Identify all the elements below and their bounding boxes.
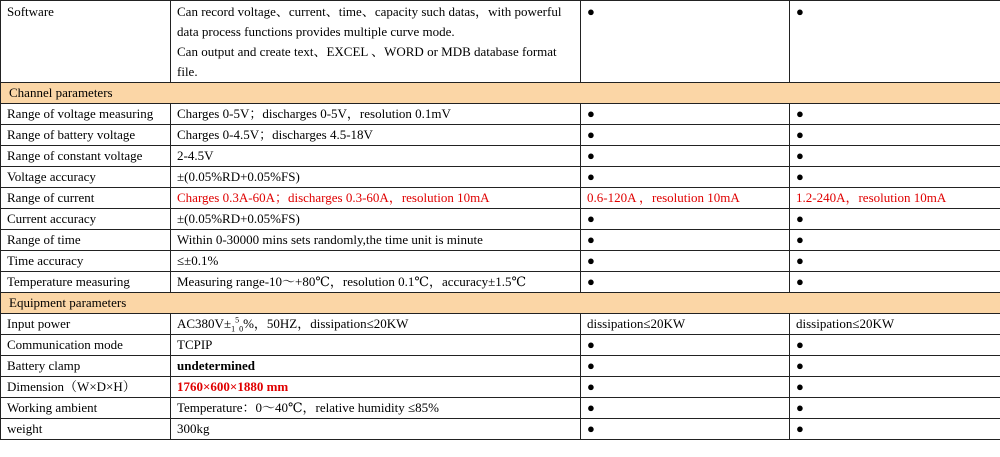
software-desc-line1: Can record voltage、current、time、capacity such datas，with powerful data process functions provides multiple curve mode. [177,4,562,39]
row-col4: 1.2-240A，resolution 10mA [790,188,1000,209]
table-row [1,335,1000,356]
row-label: Current accuracy [1,209,171,230]
row-col3: ● [581,272,790,293]
table-row [1,104,1000,125]
input-power-suffix: %，50HZ，dissipation≤20KW [243,316,409,331]
table-row [1,419,1000,440]
row-value: 300kg [171,419,581,440]
row-col4: ● [790,377,1000,398]
row-value: Measuring range-10～+80℃，resolution 0.1℃，accuracy±1.5℃ [171,272,581,293]
table-row-input-power [1,314,1000,335]
row-value: Charges 0-4.5V；discharges 4.5-18V [171,125,581,146]
table-row [1,167,1000,188]
row-value: undetermined [171,356,581,377]
row-value [171,314,581,335]
row-col4: ● [790,230,1000,251]
row-value: 2-4.5V [171,146,581,167]
row-col3: ● [581,104,790,125]
table-row [1,398,1000,419]
table-row [1,251,1000,272]
input-power-sup: 5 [235,315,240,325]
row-col3: ● [581,125,790,146]
row-label: Range of constant voltage [1,146,171,167]
row-col4: dissipation≤20KW [790,314,1000,335]
row-col4: ● [790,419,1000,440]
row-label: Working ambient [1,398,171,419]
row-label: Range of time [1,230,171,251]
row-label: weight [1,419,171,440]
software-col4: ● [790,1,1000,83]
row-label: Temperature measuring [1,272,171,293]
row-col3: ● [581,335,790,356]
row-label: Dimension（W×D×H） [1,377,171,398]
section-row-channel [1,83,1000,104]
table-row [1,146,1000,167]
input-power-sub2: 0 [239,324,244,334]
row-col4: ● [790,356,1000,377]
row-col3: ● [581,356,790,377]
section-title-equipment: Equipment parameters [1,293,1000,314]
section-row-equipment [1,293,1000,314]
table-row [1,377,1000,398]
row-label: Communication mode [1,335,171,356]
row-label: Range of battery voltage [1,125,171,146]
row-value: Charges 0.3A-60A；discharges 0.3-60A，resolution 10mA [171,188,581,209]
row-col3: ● [581,398,790,419]
row-col3: dissipation≤20KW [581,314,790,335]
table-row [1,188,1000,209]
row-col3: ● [581,230,790,251]
row-label: Range of voltage measuring [1,104,171,125]
row-value: ±(0.05%RD+0.05%FS) [171,167,581,188]
row-col3: 0.6-120A ，resolution 10mA [581,188,790,209]
row-label: Time accuracy [1,251,171,272]
row-label: Range of current [1,188,171,209]
table-row [1,356,1000,377]
section-title-channel: Channel parameters [1,83,1000,104]
table-row [1,125,1000,146]
row-value: Charges 0-5V；discharges 0-5V，resolution 0.1mV [171,104,581,125]
row-col3: ● [581,377,790,398]
row-value: 1760×600×1880 mm [171,377,581,398]
software-description [171,1,581,83]
software-col3: ● [581,1,790,83]
row-label: Battery clamp [1,356,171,377]
row-col3: ● [581,251,790,272]
table-row [1,209,1000,230]
input-power-prefix: AC380V± [177,316,232,331]
row-col4: ● [790,335,1000,356]
row-col4: ● [790,125,1000,146]
row-col3: ● [581,167,790,188]
row-value: TCPIP [171,335,581,356]
row-col4: ● [790,398,1000,419]
row-col3: ● [581,419,790,440]
row-col4: ● [790,104,1000,125]
table-row [1,230,1000,251]
table-row [1,272,1000,293]
row-col4: ● [790,251,1000,272]
row-label: Voltage accuracy [1,167,171,188]
row-value: ±(0.05%RD+0.05%FS) [171,209,581,230]
row-label: Input power [1,314,171,335]
row-value: Temperature：0～40℃，relative humidity ≤85% [171,398,581,419]
row-col4: ● [790,209,1000,230]
row-col4: ● [790,146,1000,167]
row-col4: ● [790,272,1000,293]
row-col4: ● [790,167,1000,188]
input-power-sub1: 1 [231,324,236,334]
software-label: Software [1,1,171,83]
row-col3: ● [581,209,790,230]
row-value: ≤±0.1% [171,251,581,272]
row-col3: ● [581,146,790,167]
row-value: Within 0-30000 mins sets randomly,the time unit is minute [171,230,581,251]
table-row-software [1,1,1000,83]
software-desc-line2: Can output and create text、EXCEL 、WORD or MDB database format file. [177,44,557,79]
